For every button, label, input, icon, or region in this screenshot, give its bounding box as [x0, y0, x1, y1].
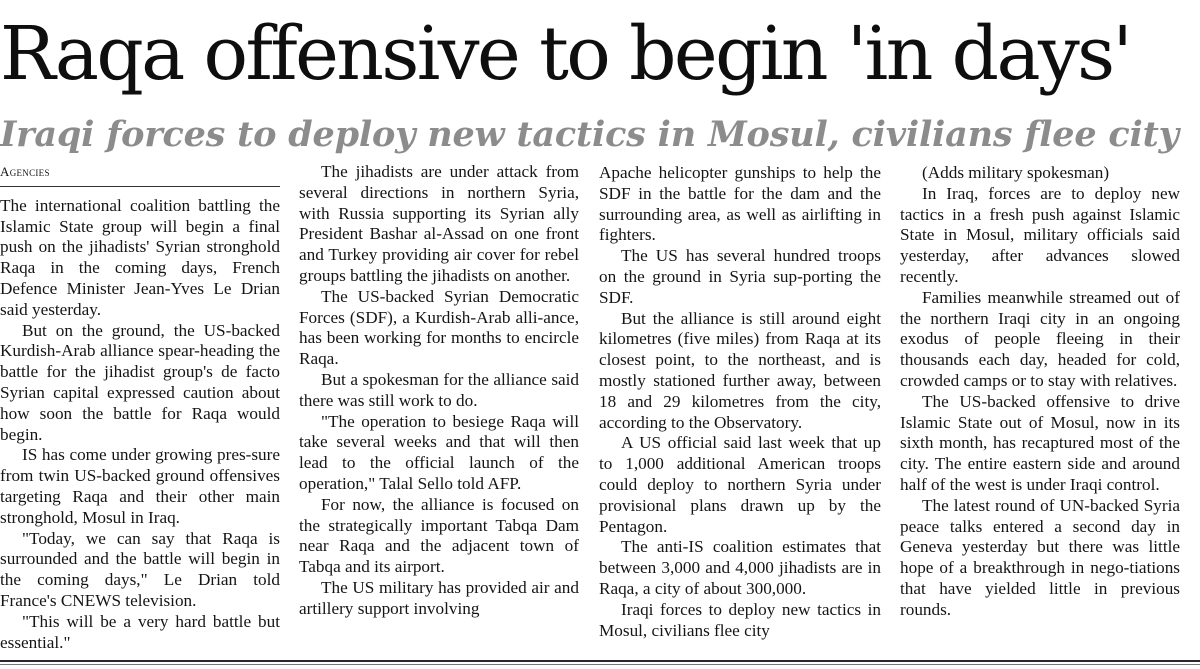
paragraph: "Today, we can say that Raqa is surrounded and the battle will begin in the coming days," Le Drian told France's CNEWS television. [0, 528, 280, 610]
paragraph: The jihadists are under attack from several directions in northern Syria, with Russia supporting its Syrian ally President Bashar al-Assad on one front and Turkey providing air cover for rebel groups battling the jihadists on another. [299, 162, 579, 285]
paragraph: For now, the alliance is focused on the strategically important Tabqa Dam near Raqa and the adjacent town of Tabqa and its airport. [299, 494, 579, 577]
paragraph: But the alliance is still around eight kilometres (five miles) from Raqa at its closest point, to the northeast, and is mostly stationed further away, between 18 and 29 kilometres from the city, according to the Observatory. [599, 308, 881, 432]
paragraph: The US-backed offensive to drive Islamic State out of Mosul, now in its sixth month, has recaptured most of the city. The entire eastern side and around half of the west is under Iraqi control. [900, 391, 1180, 494]
headline: Raqa offensive to begin 'in days' [0, 11, 1131, 97]
byline-rule [0, 186, 280, 187]
paragraph: "The operation to besiege Raqa will take several weeks and that will then lead to the official launch of the operation," Talal Sello told AFP. [299, 411, 579, 493]
paragraph: The international coalition battling the Islamic State group will begin a final push on the jihadists' Syrian stronghold Raqa in the coming days, French Defence Minister Jean-Yves Le Drian said yesterday. [0, 195, 280, 319]
paragraph: The US has several hundred troops on the ground in Syria sup-porting the SDF. [599, 246, 881, 307]
bottom-rule [0, 660, 1200, 662]
article-column-2 [299, 162, 579, 620]
paragraph: "This will be a very hard battle but essential." [0, 611, 280, 652]
paragraph: The US military has provided air and artillery support involving [299, 577, 579, 618]
article-column-4 [900, 163, 1180, 621]
paragraph: The anti-IS coalition estimates that between 3,000 and 4,000 jihadists are in Raqa, a city of about 300,000. [599, 537, 881, 598]
paragraph: IS has come under growing pres-sure from twin US-backed ground offensives targeting Raqa and their other main stronghold, Mosul in Iraq. [0, 445, 280, 527]
paragraph: (Adds military spokesman) [922, 163, 1110, 182]
paragraph: In Iraq, forces are to deploy new tactics in a fresh push against Islamic State in Mosul, military officials said yesterday, after advances slowed recently. [900, 183, 1180, 286]
subheadline: Iraqi forces to deploy new tactics in Mosul, civilians flee city [0, 114, 1179, 155]
paragraph: But on the ground, the US-backed Kurdish-Arab alliance spear-heading the battle for the jihadist group's de facto Syrian capital expressed caution about how soon the battle for Raqa would begin. [0, 320, 280, 444]
byline: Agencies [0, 164, 50, 179]
article-column-1 [0, 162, 280, 653]
paragraph: The US-backed Syrian Democratic Forces (SDF), a Kurdish-Arab alli-ance, has been working for months to encircle Raqa. [299, 286, 579, 369]
paragraph: The latest round of UN-backed Syria peace talks entered a second day in Geneva yesterday but there was little hope of a breakthrough in nego-tiations that have yielded little in previous rounds. [900, 495, 1180, 619]
paragraph: Families meanwhile streamed out of the northern Iraqi city in an ongoing exodus of people fleeing in their thousands each day, headed for cold, crowded camps or to stay with relatives. [900, 287, 1180, 390]
paragraph: Apache helicopter gunships to help the SDF in the battle for the dam and the surrounding area, as well as airlifting in fighters. [599, 163, 881, 245]
article-column-3 [599, 163, 881, 641]
bottom-rule-thin [0, 664, 1200, 665]
paragraph: A US official said last week that up to 1,000 additional American troops could deploy to northern Syria under provisional plans drawn up by the Pentagon. [599, 433, 881, 536]
paragraph: Iraqi forces to deploy new tactics in Mosul, civilians flee city [599, 599, 881, 640]
paragraph: But a spokesman for the alliance said there was still work to do. [299, 369, 579, 410]
